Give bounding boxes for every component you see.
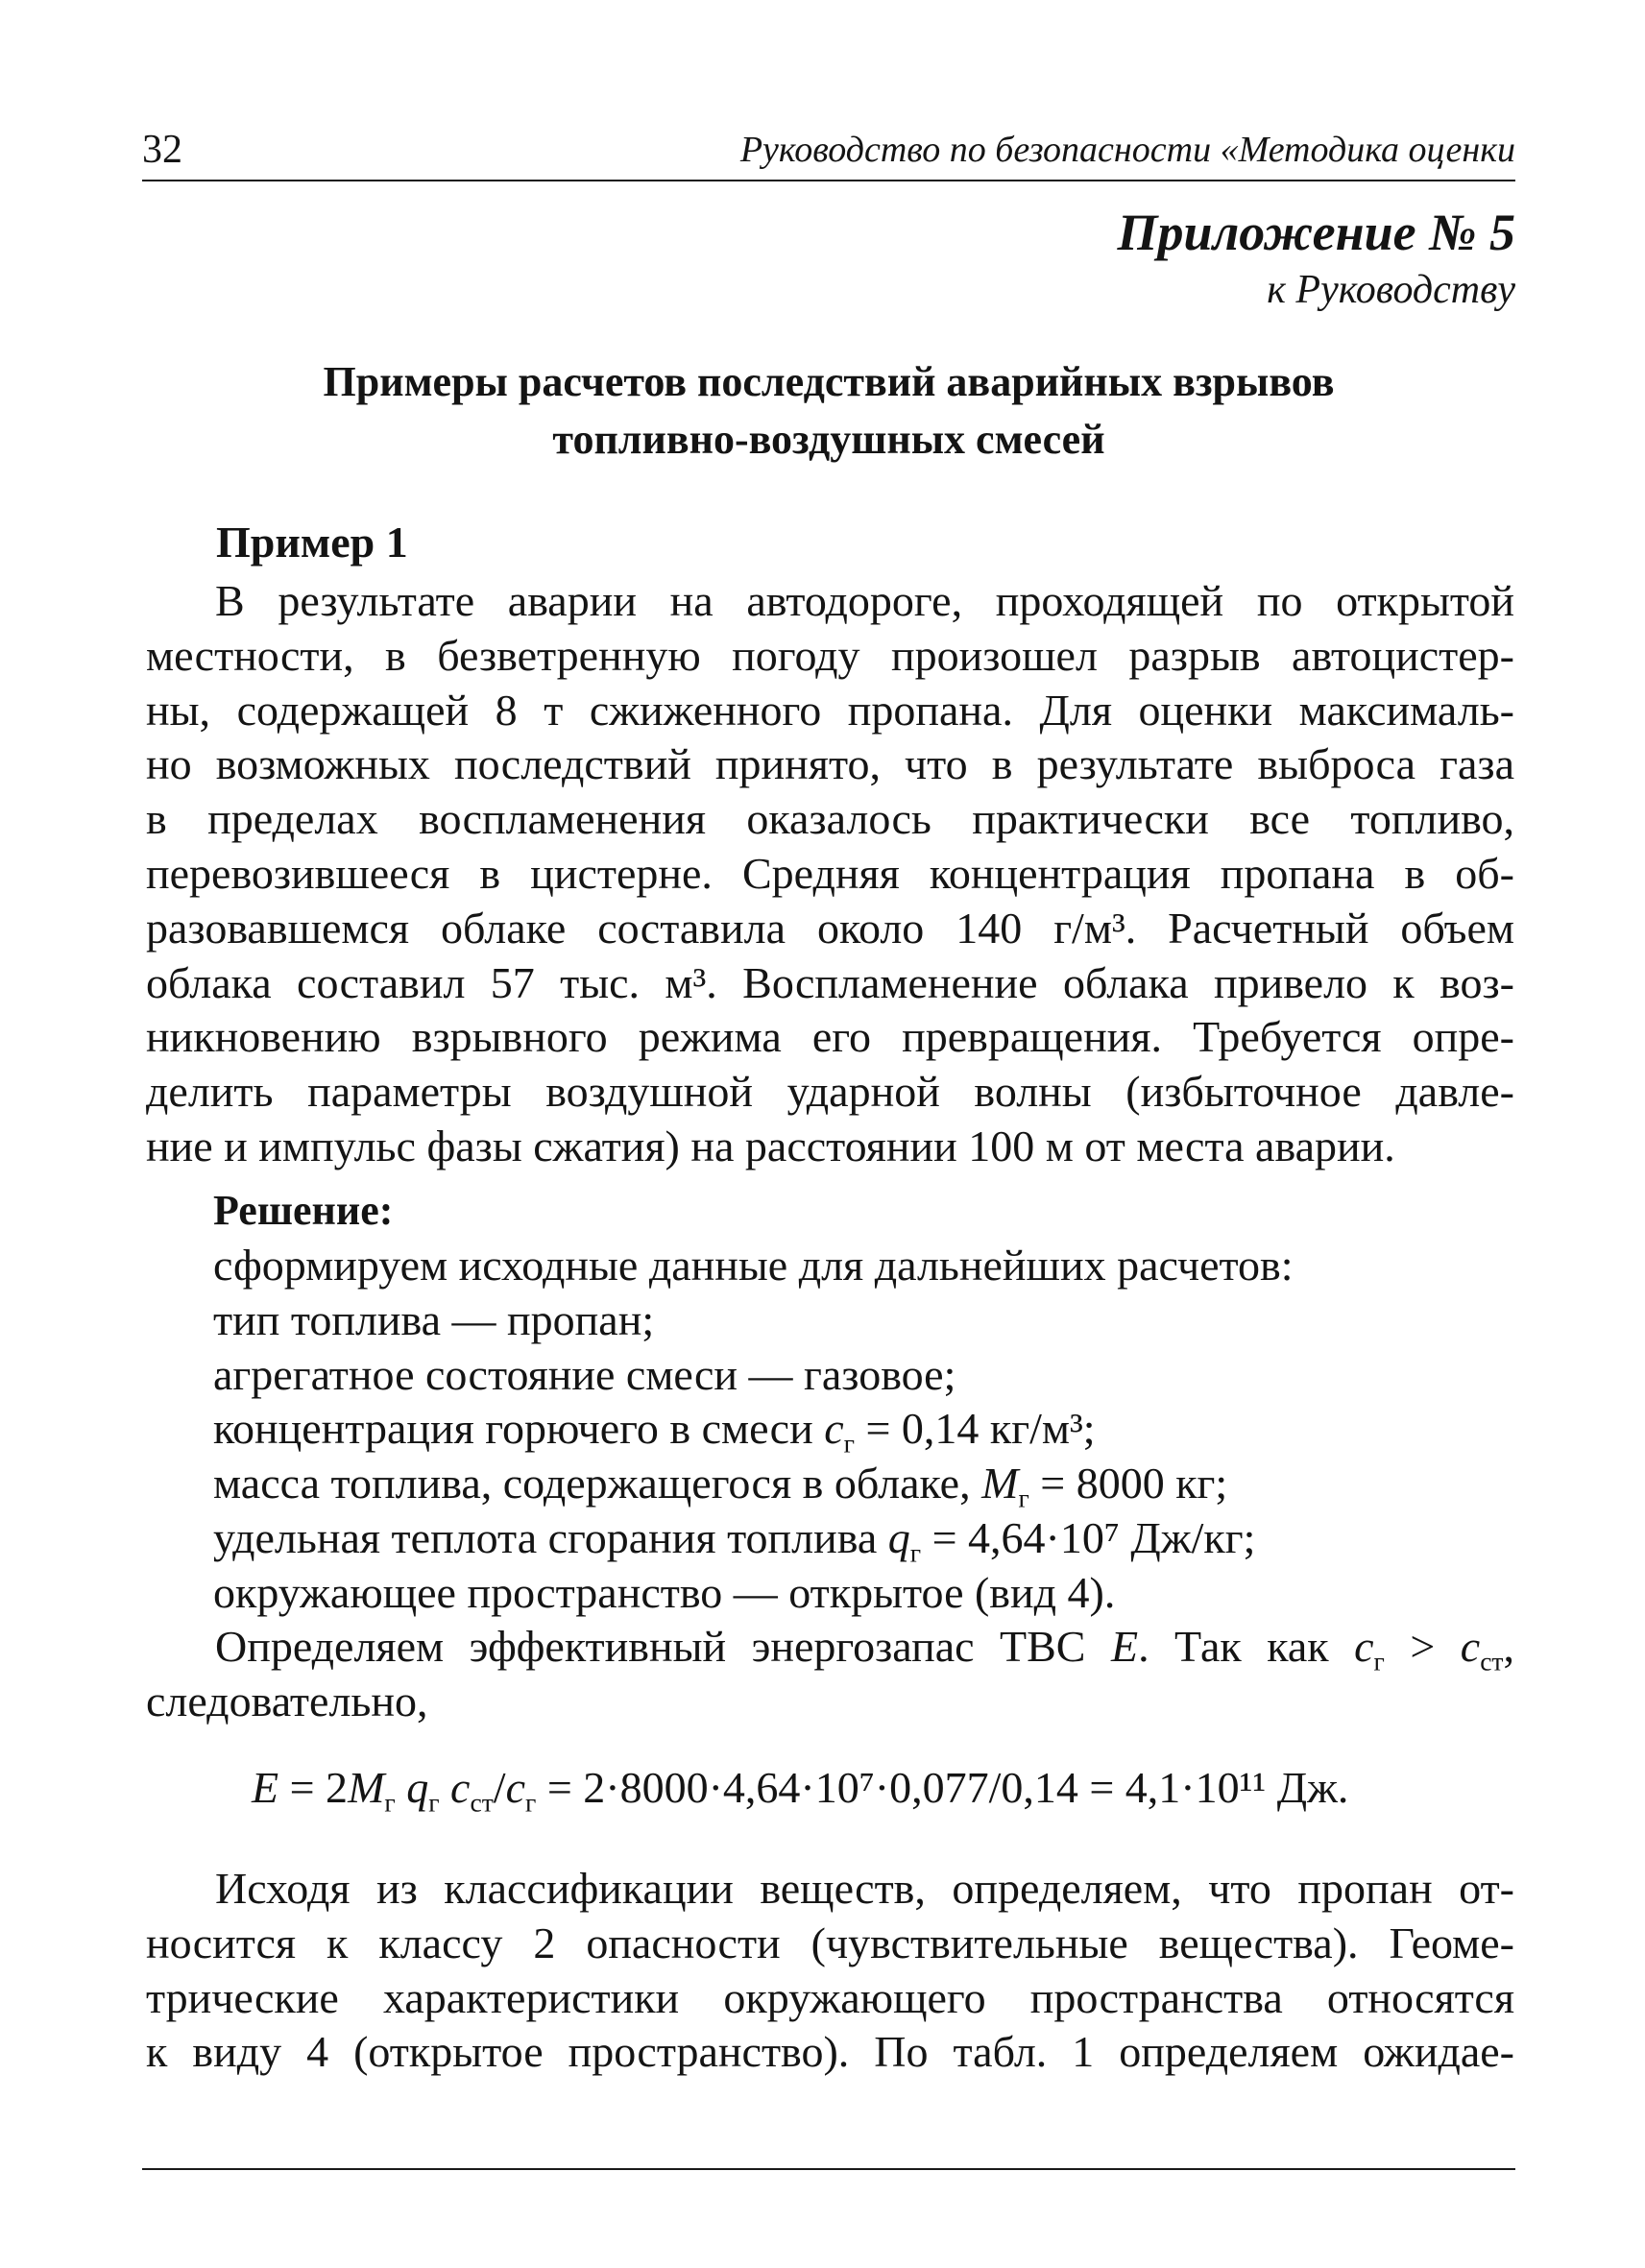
page-header: [142, 123, 1515, 177]
text-line: разовавшемся облаке составила около 140 г/м³. Расчетный объем: [146, 903, 1514, 953]
energy-paragraph: [146, 1620, 1514, 1729]
solution-label: Решение:: [213, 1187, 394, 1234]
text-line: В результате аварии на автодороге, проходящей по открытой: [215, 576, 1514, 625]
text-line: к виду 4 (открытое пространство). По табл. 1 определяем ожидае-: [146, 2027, 1514, 2077]
text-line: в пределах воспламенения оказалось практически все топливо,: [146, 794, 1514, 844]
text-line: ние и импульс фазы сжатия) на расстоянии 100 м от места аварии.: [146, 1121, 1395, 1170]
appendix-title: Приложение № 5: [1117, 204, 1515, 261]
text-line: местности, в безветренную погоду произошел разрыв автоцистер-: [146, 630, 1514, 680]
section-title: [142, 353, 1515, 469]
input-data-list: [213, 1239, 1294, 1621]
text-line: следовательно,: [146, 1676, 428, 1725]
page-number: 32: [142, 128, 182, 172]
running-title: Руководство по безопасности «Методика оценки: [739, 130, 1515, 170]
list-item: сформируем исходные данные для дальнейших расчетов:: [213, 1241, 1294, 1290]
list-item: агрегатное состояние смеси — газовое;: [213, 1349, 956, 1399]
text-line: трические характеристики окружающего пространства относятся: [146, 1972, 1514, 2022]
text-line: облака составил 57 тыс. м³. Воспламенение облака привело к воз-: [146, 957, 1514, 1007]
energy-formula: $E = 2M_г$ $q_г$ $c_{ст}/c_г = 2\cdot 8000\cdot 4,64\cdot 10^7\cdot 0,077/0,14 = 4,1\cdot 10^{11}$ Дж.: [252, 1763, 1349, 1818]
text-line: но возможных последствий принято, что в результате выброса газа: [146, 739, 1514, 789]
appendix-block: [1118, 200, 1515, 315]
text-line: Исходя из классификации веществ, определяем, что пропан от-: [215, 1864, 1514, 1913]
text-line: Определяем эффективный энергозапас ТВС E. Так как $c_г > c_{ст}$,: [215, 1622, 1514, 1677]
text-line: ны, содержащей 8 т сжиженного пропана. Для оценки максималь-: [146, 685, 1514, 735]
section-title-line: Примеры расчетов последствий аварийных взрывов: [323, 358, 1335, 405]
footer-rule: [142, 2168, 1515, 2170]
text-line: перевозившееся в цистерне. Средняя концентрация пропана в об-: [146, 848, 1514, 898]
appendix-subtitle: к Руководству: [1267, 268, 1515, 312]
text-line: делить параметры воздушной ударной волны (избыточное давле-: [146, 1067, 1514, 1117]
text-line: носится к классу 2 опасности (чувствительные вещества). Геоме-: [146, 1918, 1514, 1967]
example-heading: Пример 1: [216, 518, 408, 567]
problem-paragraph: [146, 574, 1514, 1174]
list-item: удельная теплота сгорания топлива $q_г = 4,64\cdot 10^7$ Дж/кг;: [213, 1512, 1256, 1568]
header-rule: [142, 180, 1515, 181]
text-line: никновению взрывного режима его превращения. Требуется опре-: [146, 1012, 1514, 1062]
list-item: окружающее пространство — открытое (вид 4).: [213, 1567, 1116, 1617]
classification-paragraph: [146, 1862, 1514, 2080]
section-title-line: топливно-воздушных смесей: [552, 416, 1105, 463]
list-item: масса топлива, содержащегося в облаке, $M_г = 8000$ кг;: [213, 1459, 1228, 1513]
list-item: тип топлива — пропан;: [213, 1294, 655, 1344]
list-item: концентрация горючего в смеси $c_г = 0,14$ кг/м³;: [213, 1404, 1096, 1460]
